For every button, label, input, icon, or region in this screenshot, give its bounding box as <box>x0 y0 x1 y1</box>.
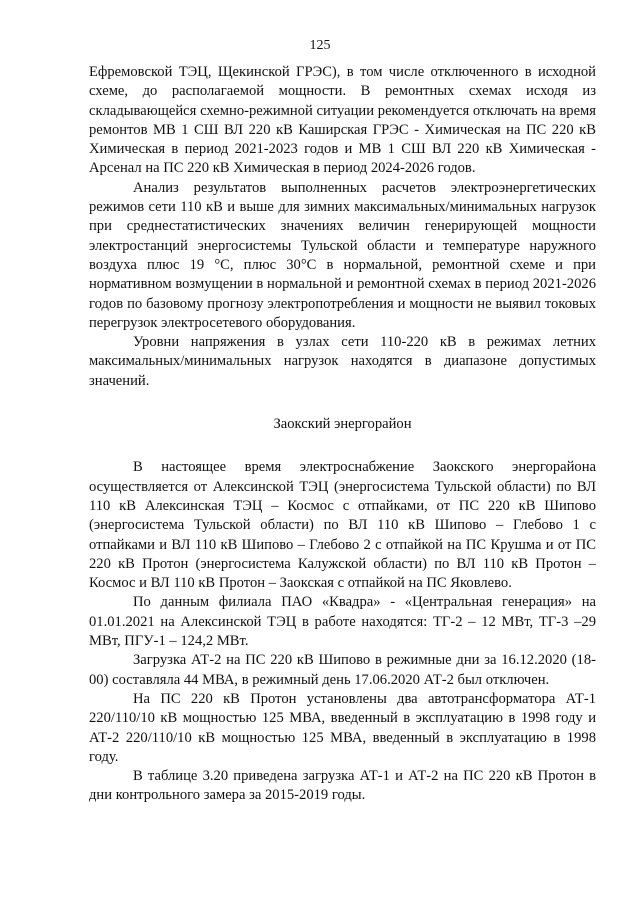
paragraph: Анализ результатов выполненных расчетов электроэнергетических режимов сети 110 кВ и выше для зимних максимальных/минимальных нагрузок при среднестатистических значениях величин генерирующей мощности электростанций энергосистемы Тульской области и температуре наружного воздуха плюс 19 °С, плюс 30°С в нормальной, ремонтной схеме и при нормативном возмущении в нормальной и ремонтной схемах в период 2021-2026 годов по базовому прогнозу электропотребления и мощности не выявил токовых перегрузок электросетевого оборудования. <box>89 179 596 331</box>
paragraph: На ПС 220 кВ Протон установлены два автотрансформатора АТ-1 220/110/10 кВ мощностью 125 МВА, введенный в эксплуатацию в 1998 году и АТ-2 220/110/10 кВ мощностью 125 МВА, введенный в эксплуатацию в 1998 году. <box>89 690 596 765</box>
paragraph: В настоящее время электроснабжение Заокского энергорайона осуществляется от Алексинской ТЭЦ (энергосистема Тульской области) по ВЛ 110 кВ Алексинская ТЭЦ – Космос с отпайками, от ПС 220 кВ Шипово (энергосистема Тульской области) по ВЛ 110 кВ Шипово – Глебово 1 с отпайками и ВЛ 110 кВ Шипово – Глебово 2 с отпайкой на ПС Крушма и от ПС 220 кВ Протон (энергосистема Калужской области) по ВЛ 110 кВ Протон – Космос и ВЛ 110 кВ Протон – Заокская с отпайкой на ПС Яковлево. <box>89 459 596 592</box>
paragraph: В таблице 3.20 приведена загрузка АТ-1 и АТ-2 на ПС 220 кВ Протон в дни контрольного замера за 2015-2019 годы. <box>89 768 596 804</box>
paragraph: Загрузка АТ-2 на ПС 220 кВ Шипово в режимные дни за 16.12.2020 (18-00) составляла 44 МВА, в режимный день 17.06.2020 АТ-2 был отключен. <box>89 652 596 688</box>
document-body <box>89 63 596 806</box>
paragraph: Ефремовской ТЭЦ, Щекинской ГРЭС), в том числе отключенного в исходной схеме, до располагаемой мощности. В ремонтных схемах исходя из складывающейся схемно-режимной ситуации рекомендуется отключать на время ремонтов МВ 1 СШ ВЛ 220 кВ Каширская ГРЭС - Химическая на ПС 220 кВ Химическая в период 2021-2023 годов и МВ 1 СШ ВЛ 220 кВ Химическая - Арсенал на ПС 220 кВ Химическая в период 2024-2026 годов. <box>89 64 596 177</box>
section-title: Заокский энергорайон <box>273 416 412 433</box>
paragraph: Уровни напряжения в узлах сети 110-220 кВ в режимах летних максимальных/минимальных нагрузок находятся в диапазоне допустимых значений. <box>89 334 596 389</box>
page-number: 125 <box>309 38 331 53</box>
paragraph: По данным филиала ПАО «Квадра» - «Центральная генерация» на 01.01.2021 на Алексинской ТЭЦ в работе находятся: ТГ-2 – 12 МВт, ТГ-3 –29 МВт, ПГУ-1 – 124,2 МВт. <box>89 594 596 650</box>
